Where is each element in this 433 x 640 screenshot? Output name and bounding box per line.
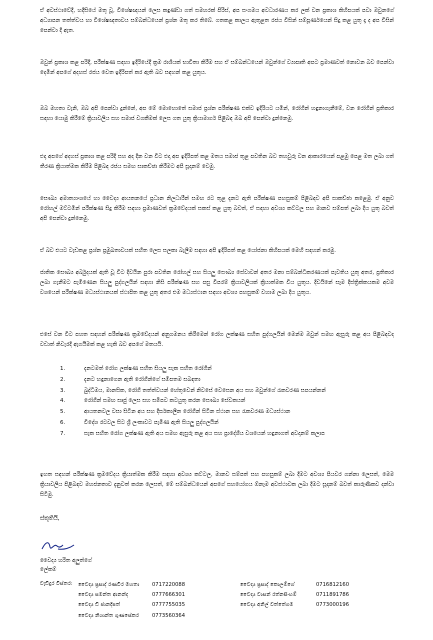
- contact-row: වෛද්‍ය නිශාන්ත ගුණසේකර 0773560364: [78, 612, 186, 619]
- contacts-table: [78, 580, 376, 621]
- paragraph-1: ඒ අවස්ථාවේදී, හදිසියේ මතු වූ, විශේෂඥයන් ලෙස කඳුණ්ඩා ගත් සමහරක් පිරිස්, අප සංගමය අවධාරණය කර ලක් වන ප්‍රකාශ කිහිපයක් පවා ඔවුනගේ අධ්‍යාපන තත්ත්වය හා විශේෂඥතාවය සම්බන්ධයෙන් ප්‍රශ්න මතු කර තිබේ. ගතකළ කාලය ඇතුළත රජය විසින් සම්පූර්ණයෙන් සිදු කළ යුතු දෑ ද අප විසින් පෙන්වා දී ඇත.: [40, 8, 394, 35]
- thanks-line: ස්තූතියි,: [40, 516, 60, 522]
- list-item: 1. දැනටමත් රෝග ලක්ෂණ සහිත සියලු සැක සහිත රෝගීන්: [60, 366, 212, 372]
- contact-row: වෛද්‍ය ඩී ජානදිපත් 0777755035 වෛද්‍ය අනිල් වත්තේගම 0773000196: [78, 602, 350, 609]
- paragraph-4: එදා අපගේ අදහස් ප්‍රකාශ කළ පරිදි සහ අද දින වන විට එදා අප ඉදිරිපත් කළ මතය සමාජ තුළ පවතින බව තහවුරු වන ආකාරයෙන් පළමු පෙළ මත ලබා ගත් තීරණ ක්‍රියාත්මක කිරීම පිළිබඳ රජය සමඟ සාකච්ඡා කිරීමට අපි සූදානම් වෙමු.: [40, 154, 394, 171]
- paragraph-8: එසේ වන විට පහත සඳහන් පරීක්ෂණ ක්‍රමවේදයන් අනුගමනය කිරීමෙන් රෝග ලක්ෂණ සහිත පුද්ගලයින් මෙන්ම ඔවුන් සමඟ ඇසුරු කළ අය පිළිබඳවද වඩාත් නිවැරදි ඇගයීමක් කළ හැකි බව අපගේ මතයයි.: [40, 332, 394, 349]
- list-item: 6. විදේශ රටවල සිට ශ්‍රී ලංකාවට පැමිණ ඇති සියලු පුද්ගලයින්: [60, 419, 219, 426]
- list-item: 4. රෝගීන් සමඟ සෘජු ලෙස සහ සමීපව කටයුතු කරන සෞඛ්‍ය සේවකයන්: [60, 398, 246, 405]
- signatory-name: වෛද්‍ය හරිත අලුත්ගේ: [40, 558, 92, 564]
- list-item: 7. සැක සහිත රෝග ලක්ෂණ ඇති අය සමඟ ඇසුරු කළ අය සහ ප්‍රාදේශීය වශයෙන් හඳුනාගත් අවදානම් කලාප: [60, 430, 325, 437]
- closing-paragraph: ඉහත සඳහන් පරීක්ෂණ ක්‍රමවේදය ක්‍රියාත්මක කිරීම සඳහා අවශ්‍ය කට්ටල, මානව සම්පත් සහ පහසුකම් ලබා දීමට අවශ්‍ය පියවර ගන්නා ලෙසත්, මෙම ක්‍රියාවලිය පිළිබඳව මහජනතාව දැනුවත් කරන ලෙසත්, මේ සම්බන්ධයෙන් අපගේ සහයෝගය ඕනෑම අවස්ථාවක ලබා දීමට සූදානම් බවත් කාරුණිකව දන්වා සිටිමු.: [40, 472, 394, 499]
- contacts-label: වැඩිදුර විස්තර:: [40, 581, 73, 587]
- contact-row: වෛද්‍ය ප්‍රසාද් රණවීර මහතා 0717220088 වෛද්‍ය ප්‍රසාද් කොලම්ගේ 0716812160: [78, 582, 350, 588]
- list-item: 3. බුද්ධිමය, මානසික, රෝගී තත්ත්වයන් හේතුවෙන් නිවසේ වෙසෙන අය සහ ඔවුන්ගේ රැකවරණ සපයන්නන්: [60, 387, 326, 394]
- contact-row: වෛද්‍ය සමන්ත ආනන්ද 0777666301 වෛද්‍ය වාසන් රත්නසිංහම් 0711891786: [78, 592, 350, 599]
- list-item: 2. දැනට හඳුනාගෙන ඇති රෝගීන්ගේ සමීපතම සබඳතා: [60, 376, 201, 383]
- list-item: 5. ආයතනවල වසා සිටින අය සහ දීර්ඝකාලීන රෝගීන් සිටින ස්ථාන සහ රැකවරණ මධ්‍යස්ථාන: [60, 409, 291, 416]
- paragraph-3: ඔබ මහතා වැනි, ඔබ අපි පෙන්වා දුන්නේ, අප මේ මොහොතේ සමාජ ප්‍රශ්න පරීක්ෂණ එක්ව ඉදිරියට යමින්, රෝගීන් හඳුනාගැනීමේ, වන රෝගීන් ප්‍රතිකාර සඳහා යොමු කිරීමේ ක්‍රියාවලිය සහ සමාජ වගකීමක් ලෙස ගත යුතු ක්‍රියාමාර්ග පිළිබඳ ඔබ අපි පෙන්වා දුන්නෙමු.: [40, 106, 394, 123]
- handwritten-signature: [40, 538, 76, 554]
- paragraph-6: ඒ බව එයට වැඩකළ ප්‍රශ්න ප්‍රමුඛතාවයක් සහිත ලෙස සලකා බැලීම සඳහා අපි ඉදිරිපත් කළ යෝජනා කිහිපයක් මෙහි සඳහන් කරමු.: [40, 248, 336, 254]
- signatory-title: ලේකම්: [40, 567, 57, 573]
- paragraph-7: ජාතික සෞඛ්‍ය අර්බුදයක් ඇති වූ විට දිවයින පුරා පවතින රෝහල් සහ සියලු සෞඛ්‍ය සේවාවන් අතර මනා සම්බන්ධීකරණයක් පැවතිය යුතු අතර, ප්‍රතිකාර ලබා ගැනීමට පැමිණෙන සියලු පුද්ගලයින් සඳහා නිසි පරීක්ෂණ සහ පසු විපරම් ක්‍රියාවලියක් ක්‍රියාත්මක විය යුතුය. දිවයිනේ සෑම දිස්ත්‍රික්කයකම අවම වශයෙන් පරීක්ෂණ මධ්‍යස්ථානයක් ස්ථාපිත කළ යුතු අතර එම මධ්‍යස්ථාන සඳහා අවශ්‍ය පහසුකම් වහාම ලබා දිය යුතුය.: [40, 270, 394, 297]
- paragraph-2: ඔවුන් ප්‍රකාශ කළ පරිදි, පරීක්ෂණ සඳහා ඉදිරියේදී ක්‍රම රාශියක් භාවිතා කිරීම සහ ඒ සම්බන්ධයෙන් ඔවුන්ගේ ව්‍යාපෘති අපට ප්‍රමාණවත් නොවන බව පෙන්වා දෙමින් අපගේ අදහස් රජය වෙත ඉදිරිපත් කර ඇති බව සඳහන් කළ යුතුය.: [40, 60, 394, 77]
- testing-criteria-list: [60, 364, 390, 440]
- paragraph-5: සෞඛ්‍ය අමාත්‍යාංශයේ හා වෛද්‍ය ආයතනයේ ප්‍රධාන නිලධාරීන් සමඟ රට තුළ දැනට ඇති පරීක්ෂණ පහසුකම් පිළිබඳව අපි සාකච්ඡා කළෙමු. ඒ අනුව රෝහල් මට්ටමින් පරීක්ෂණ සිදු කිරීම සඳහා ප්‍රමාණවත් ක්‍රමවේදයක් සකස් කළ යුතු බවත්, ඒ සඳහා අවශ්‍ය කට්ටල සහ මානව සම්පත් ලබා දිය යුතු බවත් අපි පෙන්වා දුන්නෙමු.: [40, 196, 394, 223]
